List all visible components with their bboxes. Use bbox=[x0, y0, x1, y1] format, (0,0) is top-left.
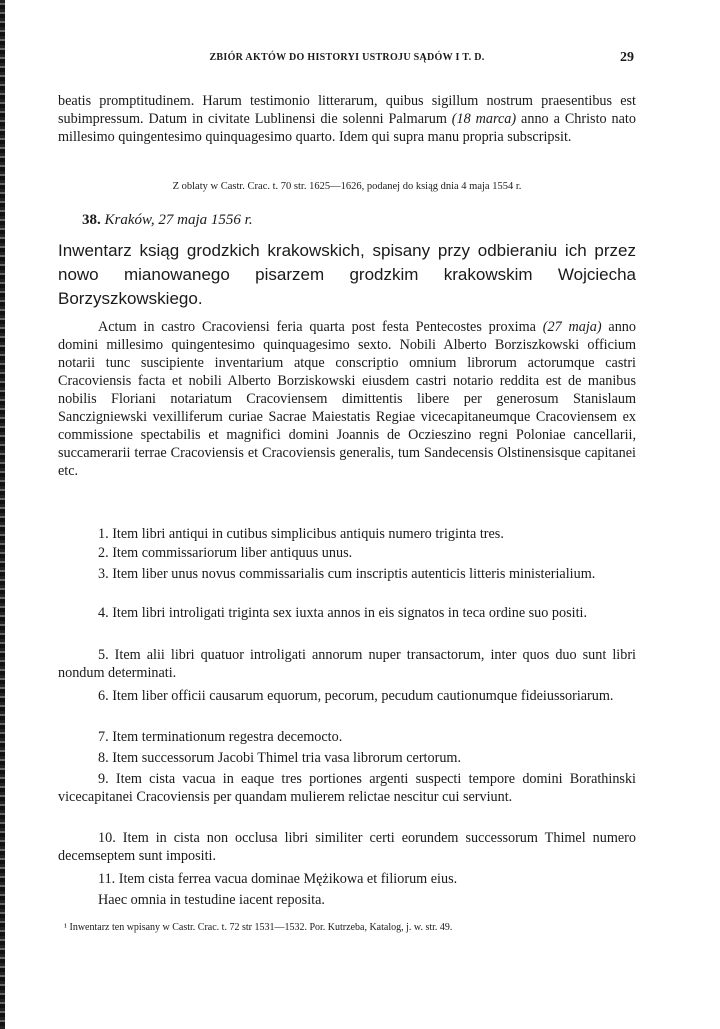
inventory-item: 9. Item cista vacua in eaque tres portiones argenti suspecti tempore domini Borathinski vicecapitanei Cracoviensis per quandam mulierem relictae nescitur cui serviunt. bbox=[58, 771, 636, 805]
prev-text-b: anno a Christo nato millesimo quingentesimo quinquagesimo quarto. Idem qui supra manu propria subscripsit. bbox=[58, 111, 636, 145]
document-title: Inwentarz ksiąg grodzkich krakowskich, spisany przy odbieraniu ich przez nowo mianowanego pisarzem grodzkim krakowskim Wojciecha Borzyszkowskiego. bbox=[58, 241, 636, 308]
inventory-item: 11. Item cista ferrea vacua dominae Mężikowa et filiorum eius. bbox=[98, 871, 458, 887]
inventory-item: 2. Item commissariorum liber antiquus unus. bbox=[98, 545, 353, 561]
prev-text-a: beatis promptitudinem. Harum testimonio litterarum, quibus sigillum nostrum praesentibus est subimpressum. Datum in civitate Lublinensi die solenni Palmarum bbox=[58, 93, 636, 127]
footnote: ¹ Inwentarz ten wpisany w Castr. Crac. t. 72 str 1531—1532. Por. Kutrzeba, Katalog, j. w. str. 49. bbox=[64, 922, 453, 933]
source-note: Z oblaty w Castr. Crac. t. 70 str. 1625—1626, podanej do ksiąg dnia 4 maja 1554 r. bbox=[172, 181, 522, 192]
document-number: 38. bbox=[82, 212, 101, 228]
inventory-item: 4. Item libri introligati triginta sex iuxta annos in eis signatos in teca ordine suo positi. bbox=[98, 605, 587, 621]
inventory-item: 8. Item successorum Jacobi Thimel tria vasa librorum certorum. bbox=[98, 750, 461, 766]
intro-date-italic: (27 maja) bbox=[542, 319, 602, 335]
inventory-item: 5. Item alii libri quatuor introligati annorum nuper transactorum, inter quos duo sunt libri nondum determinati. bbox=[58, 647, 636, 681]
inventory-closing-line: Haec omnia in testudine iacent reposita. bbox=[98, 892, 325, 908]
document-heading bbox=[82, 212, 253, 229]
inventory-item: 10. Item in cista non occlusa libri similiter certi eorundem successorum Thimel numero decemseptem sunt impositi. bbox=[58, 830, 636, 864]
page-number: 29 bbox=[620, 50, 634, 65]
inventory-item: 6. Item liber officii causarum equorum, pecorum, pecudum cautionumque fideiussoriarum. bbox=[98, 688, 614, 704]
scan-binding-edge bbox=[0, 0, 5, 1029]
inventory-item: 1. Item libri antiqui in cutibus simplicibus antiquis numero triginta tres. bbox=[98, 526, 504, 542]
inventory-item: 3. Item liber unus novus commissarialis cum inscriptis autenticis litteris ministerialium. bbox=[98, 566, 596, 582]
running-title: ZBIÓR AKTÓW DO HISTORYI USTROJU SĄDÓW I T. D. bbox=[209, 52, 485, 63]
document-place-date: Kraków, 27 maja 1556 r. bbox=[104, 212, 253, 228]
intro-text-b: anno domini millesimo quingentesimo quinquagesimo sexto. Nobili Alberto Borziszkowski officium notarii tunc suscipiente inventarium atque conscriptio omnium librorum actorumque castri Cracoviensis facta et nobili Alberto Borziskowski eiusdem castri notario reddita est de manibus nobilis Floriani notariatum Cracoviensem dimittentis libere per generosum Stanislaum Sanczigniewski vexilliferum curiae Sacrae Maiestatis Regiae vicecapitaneumque Cracoviensem ex commissione spectabilis et magnifici domini Joannis de Oczieszino regni Poloniae cancellarii, succamerarii terrae Cracoviensis et Cracoviensis generalis, tum Sandecensis Olstinensisque capitanei etc. bbox=[58, 319, 636, 479]
previous-document-ending bbox=[58, 92, 636, 146]
document-intro bbox=[58, 318, 636, 480]
inventory-item: 7. Item terminationum regestra decemocto. bbox=[98, 729, 343, 745]
prev-date-italic: (18 marca) bbox=[451, 111, 517, 127]
intro-text-a: Actum in castro Cracoviensi feria quarta post festa Pentecostes proxima bbox=[98, 319, 543, 335]
